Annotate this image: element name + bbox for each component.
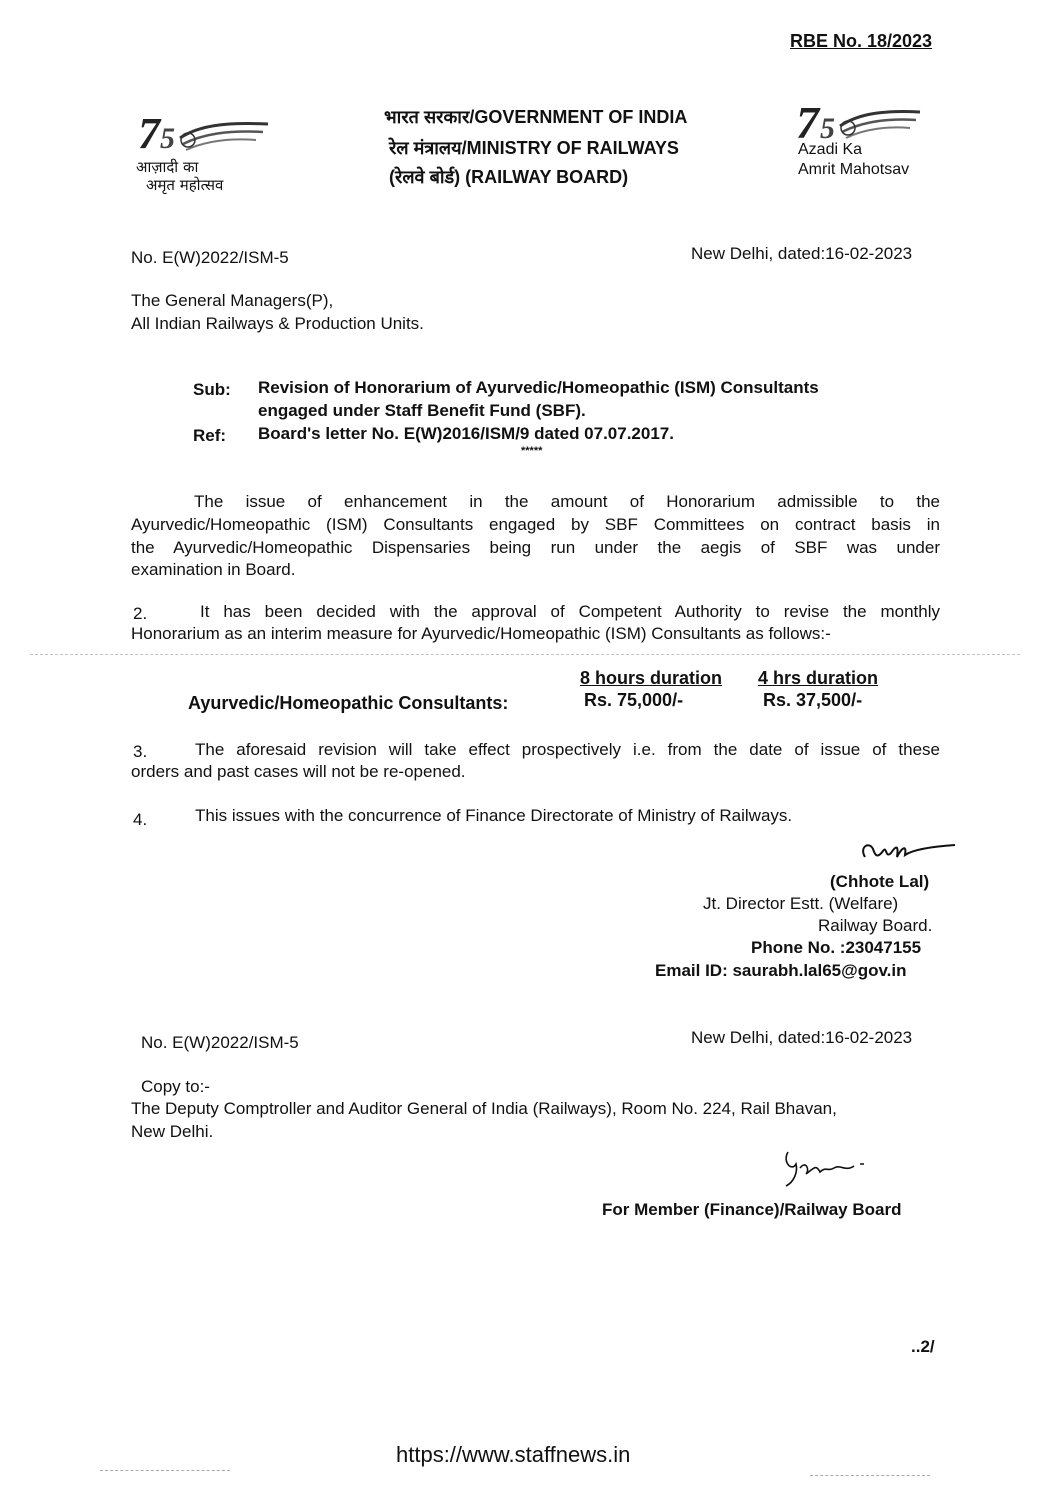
reference-text: Board's letter No. E(W)2016/ISM/9 dated 07.07.2017. (258, 424, 674, 443)
para3-number: 3. (133, 742, 148, 761)
para1-line-3: the Ayurvedic/Homeopathic Dispensaries being run under the aegis of SBF was under (131, 538, 940, 557)
para2-line-2: Honorarium as an interim measure for Ayurvedic/Homeopathic (ISM) Consultants as follows:- (131, 624, 831, 643)
para2-line-1: It has been decided with the approval of Competent Authority to revise the monthly (200, 602, 940, 621)
para4-number: 4. (133, 810, 148, 829)
para2-number: 2. (133, 604, 148, 623)
board-line: (रेलवे बोर्ड) (RAILWAY BOARD) (389, 167, 629, 187)
svg-text:7: 7 (796, 97, 819, 148)
subject-line-2: engaged under Staff Benefit Fund (SBF). (258, 401, 586, 420)
signatory-name: (Chhote Lal) (830, 872, 930, 891)
copy-date: New Delhi, dated:16-02-2023 (691, 1028, 913, 1047)
signatory-phone: Phone No. :23047155 (751, 938, 922, 957)
table-header-8h: 8 hours duration (580, 668, 723, 688)
scan-dashed-line-bottom-right (810, 1475, 930, 1476)
gov-line: भारत सरकार/GOVERNMENT OF INDIA (384, 107, 688, 127)
signatory-designation: Jt. Director Estt. (Welfare) (703, 894, 899, 913)
para3-line-1: The aforesaid revision will take effect prospectively i.e. from the date of issue of these (195, 740, 940, 759)
table-value-8h: Rs. 75,000/- (584, 690, 684, 710)
table-value-4h: Rs. 37,500/- (763, 690, 863, 710)
signatory-office: Railway Board. (818, 916, 933, 935)
para4-text: This issues with the concurrence of Finance Directorate of Ministry of Railways. (195, 806, 793, 825)
copy-signoff: For Member (Finance)/Railway Board (602, 1200, 902, 1219)
addressee-line-1: The General Managers(P), (131, 291, 334, 310)
subject-line-1: Revision of Honorarium of Ayurvedic/Homeopathic (ISM) Consultants (258, 378, 819, 397)
rbe-number: RBE No. 18/2023 (790, 31, 933, 51)
scan-dashed-line-bottom-left (100, 1470, 230, 1471)
svg-text:5: 5 (820, 112, 835, 145)
letter-ref-number: No. E(W)2022/ISM-5 (131, 248, 289, 267)
para1-line-1: The issue of enhancement in the amount of Honorarium admissible to the (194, 492, 940, 511)
table-header-4h: 4 hrs duration (758, 668, 879, 688)
page-marker: ..2/ (911, 1337, 935, 1356)
subject-label: Sub: (193, 380, 231, 399)
para1-line-4: examination in Board. (131, 560, 296, 579)
svg-text:5: 5 (160, 122, 175, 155)
copy-ref-number: No. E(W)2022/ISM-5 (141, 1033, 299, 1052)
handwritten-signature-icon (855, 835, 965, 875)
handwritten-initials-icon (780, 1142, 880, 1190)
azadi-logo-right (792, 96, 942, 188)
addressee-line-2: All Indian Railways & Production Units. (131, 314, 424, 333)
separator-stars: ***** (521, 445, 543, 457)
para3-line-2: orders and past cases will not be re-opened. (131, 762, 466, 781)
para1-line-2: Ayurvedic/Homeopathic (ISM) Consultants engaged by SBF Committees on contract basis in (131, 515, 940, 534)
scan-dashed-line (30, 654, 1020, 655)
left-logo-line-1: आज़ादी का (136, 158, 199, 176)
reference-label: Ref: (193, 426, 227, 445)
svg-text:7: 7 (138, 109, 160, 158)
azadi-75-icon (128, 108, 288, 163)
copy-line-2: New Delhi. (131, 1122, 214, 1141)
signatory-email: Email ID: saurabh.lal65@gov.in (655, 961, 907, 980)
right-logo-line-1: Azadi Ka (798, 141, 863, 158)
left-logo-line-2: अमृत महोत्सव (146, 176, 224, 194)
ministry-line: रेल मंत्रालय/MINISTRY OF RAILWAYS (389, 138, 679, 158)
copy-to-label: Copy to:- (141, 1077, 210, 1096)
azadi-logo-left (128, 108, 288, 196)
table-row-label: Ayurvedic/Homeopathic Consultants: (188, 693, 509, 713)
footer-url: https://www.staffnews.in (396, 1442, 631, 1467)
letter-date: New Delhi, dated:16-02-2023 (691, 244, 913, 263)
copy-line-1: The Deputy Comptroller and Auditor General of India (Railways), Room No. 224, Rail Bhavan, (131, 1099, 837, 1118)
right-logo-line-2: Amrit Mahotsav (798, 161, 910, 178)
